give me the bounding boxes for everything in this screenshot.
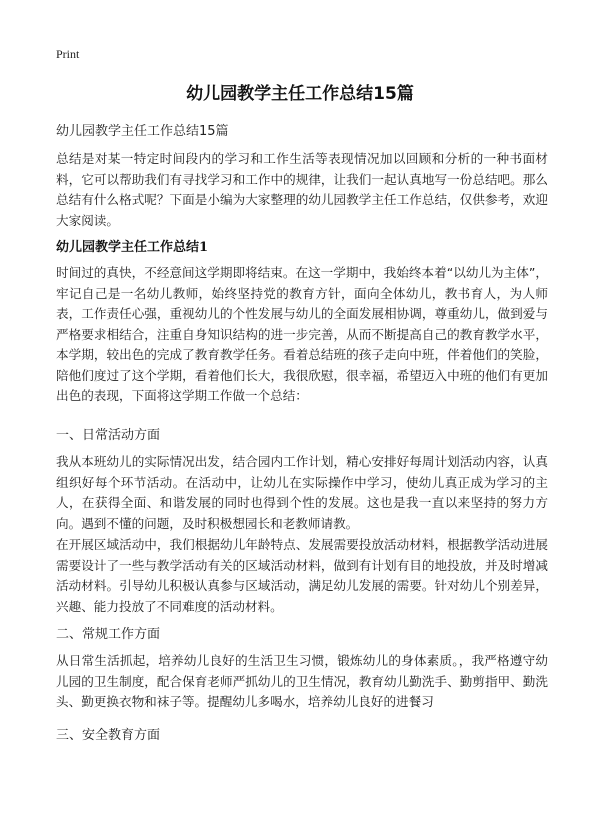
print-label: Print [56,47,80,61]
section1-paragraph: 时间过的真快，不经意间这学期即将结束。在这一学期中，我始终本着“以幼儿为主体”，牢记自己是一名幼儿教师，始终坚持党的教育方针，面向全体幼儿，教书育人，为人师表，工作责任心强，重视幼儿的个性发展与幼儿的全面发展相协调，尊重幼儿，做到爱与严格要求相结合，注重自身知识结构的进一步完善，从而不断提高自己的教育教学水平，本学期，较出色的完成了教育教学任务。看着总结班的孩子走向中班，伴着他们的笑脸，陪他们度过了这个学期，看着他们长大，我很欣慰，很幸福，希望迈入中班的他们有更加出色的表现，下面将这学期工作做一个总结： [56,265,548,403]
subheading-routine-work: 二、常规工作方面 [56,627,161,642]
daily-activities-paragraph-1: 我从本班幼儿的实际情况出发，结合园内工作计划，精心安排好每周计划活动内容，认真组织好每个环节活动。在活动中，让幼儿在实际操作中学习，使幼儿真正成为学习的主人，在获得全面、和谐发展的同时也得到个性的发展。这也是我一直以来坚持的努力方向。遇到不懂的问题，及时积极想园长和老教师请教。 [56,454,548,531]
daily-activities-paragraph-2: 在开展区域活动中，我们根据幼儿年龄特点、发展需要投放活动材料，根据教学活动进展需要设计了一些与教学活动有关的区域活动材料，做到有计划有目的地投放，并及时增减活动材料。引导幼儿积极认真参与区域活动，满足幼儿发展的需要。针对幼儿个别差异，兴趣、能力投放了不同难度的活动材料。 [56,537,548,614]
subheading-safety-education: 三、安全教育方面 [56,728,161,743]
subheading-daily-activities: 一、日常活动方面 [56,428,161,443]
section-heading-1: 幼儿园教学主任工作总结1 [56,240,209,255]
routine-work-paragraph: 从日常生活抓起，培养幼儿良好的生活卫生习惯，锻炼幼儿的身体素质。，我严格遵守幼儿园的卫生制度，配合保育老师严抓幼儿的卫生情况，教育幼儿勤洗手、勤剪指甲、勤洗头、勤更换衣物和袜子等。提醒幼儿多喝水，培养幼儿良好的进餐习 [56,653,548,709]
document-subtitle: 幼儿园教学主任工作总结15篇 [56,124,229,139]
document-title: 幼儿园教学主任工作总结15篇 [186,84,414,104]
intro-paragraph: 总结是对某一特定时间段内的学习和工作生活等表现情况加以回顾和分析的一种书面材料，它可以帮助我们有寻找学习和工作中的规律，让我们一起认真地写一份总结吧。那么总结有什么格式呢？下面是小编为大家整理的幼儿园教学主任工作总结，仅供参考，欢迎大家阅读。 [56,151,548,228]
